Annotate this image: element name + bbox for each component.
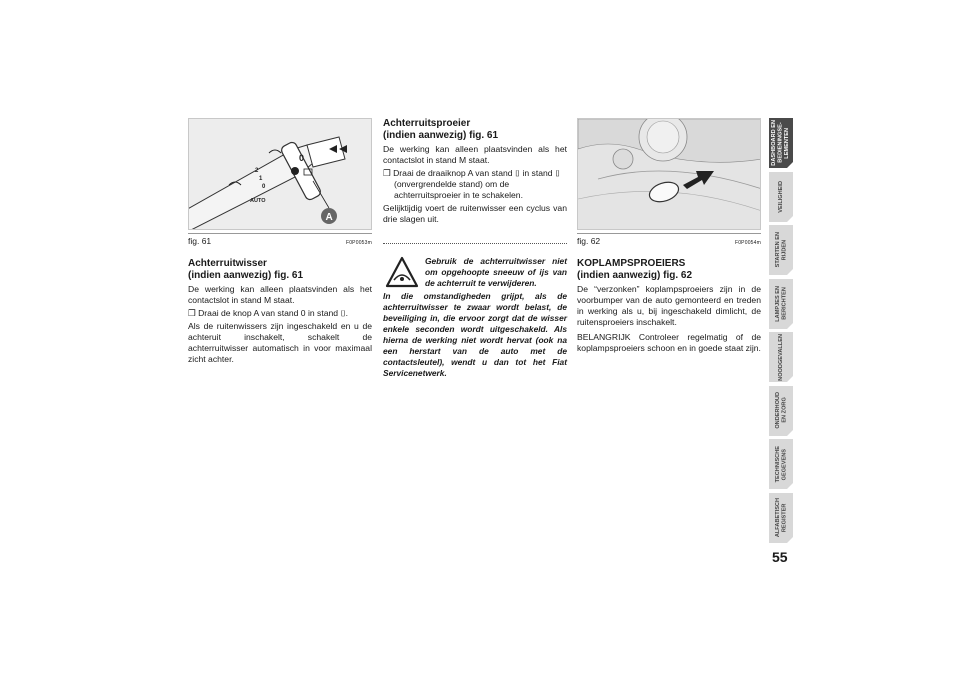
figure-62-caption [577, 233, 761, 246]
heading-line: Achterruitsproeier [383, 118, 471, 129]
column-right [577, 118, 761, 354]
svg-text:0: 0 [262, 184, 266, 190]
tab-emergencies[interactable] [769, 332, 793, 382]
figure-label: fig. 62 [577, 236, 601, 246]
tab-label: STARTEN EN RIJDEN [774, 232, 787, 268]
figure-code: F0P0053m [345, 240, 372, 246]
heading-line: Achterruitwisser [188, 258, 267, 269]
section-heading-headlamp-washers [577, 258, 761, 282]
heading-line: KOPLAMPSPROEIERS [577, 258, 686, 269]
figure-61-caption [188, 233, 372, 246]
warning-box [383, 243, 567, 379]
warning-body-text: In die omstandigheden grijpt, als de achterruitwisser te zwaar wordt belast, de beveiliging in, die ervoor zorgt dat de wisser enkele seconden wordt uitgeschakeld. Als hierna de werking niet wordt hervat (ook na een herstart van de auto met de contactsleutel), wendt u dan tot het Fiat Servicenetwerk. [383, 291, 567, 378]
tab-label: LAMPJES EN BERICHTEN [774, 285, 787, 322]
paragraph: De werking kan alleen plaatsvinden als het contactslot in stand M staat. [383, 144, 567, 165]
figure-code: F0P0054m [734, 240, 761, 246]
section-heading-rear-wiper [188, 258, 372, 282]
warning-lead-text: Gebruik de achterruitwisser niet om opgehoopte sneeuw of ijs van de achterruit te verwijderen. [425, 256, 567, 288]
figure-61-wiper-stalk [188, 118, 372, 230]
bullet-item: ❒ Draai de draaiknop A van stand ⌷ in stand ⌷ (onvergrendelde stand) om de achterruitsproeier in te schakelen. [383, 168, 561, 200]
bullet-item: ❒ Draai de knop A van stand 0 in stand ⌷. [188, 308, 349, 318]
paragraph: BELANGRIJK Controleer regelmatig of de koplampsproeiers schoon en in goede staat zijn. [577, 332, 761, 353]
tab-safety[interactable] [769, 172, 793, 222]
tab-label: TECHNISCHE GEGEVENS [774, 445, 787, 483]
position-zero-label: 0 [299, 153, 305, 163]
tab-label: ALFABETISCH REGISTER [774, 497, 787, 538]
figure-label: fig. 61 [188, 236, 212, 246]
column-left [188, 118, 372, 365]
tab-dashboard[interactable] [769, 118, 793, 168]
tab-label: NOODGEVALLEN [777, 333, 784, 381]
heading-line: (indien aanwezig) fig. 61 [188, 270, 304, 281]
tab-maintenance[interactable] [769, 386, 793, 436]
auto-label: AUTO [250, 198, 266, 204]
figure-62-headlamp-washer [577, 118, 761, 230]
callout-a-label: A [325, 212, 333, 223]
warning-triangle-icon [385, 256, 419, 288]
heading-line: (indien aanwezig) fig. 61 [383, 130, 499, 141]
tab-technical-data[interactable] [769, 439, 793, 489]
section-heading-rear-washer [383, 118, 567, 142]
position-one-label: 1 [259, 176, 263, 182]
tab-index[interactable] [769, 493, 793, 543]
tab-label: DASHBOARD EN BEDIENINGSE- LEMENTEN [771, 120, 791, 166]
tab-starting-driving[interactable] [769, 225, 793, 275]
tab-label: VEILIGHEID [777, 180, 784, 213]
heading-line: (indien aanwezig) fig. 62 [577, 270, 693, 281]
paragraph: Gelijktijdig voert de ruitenwisser een cyclus van drie slagen uit. [383, 203, 567, 224]
column-middle [383, 118, 567, 379]
headlamp-washer-illustration [578, 119, 761, 230]
tab-label: ONDERHOUD EN ZORG [774, 392, 787, 429]
paragraph: Als de ruitenwissers zijn ingeschakeld en u de achteruit inschakelt, schakelt de achterruitwisser automatisch in voor maximaal zicht achter. [188, 321, 372, 364]
page-number: 55 [772, 549, 788, 565]
paragraph: De “verzonken” koplampsproeiers zijn in de voorbumper van de auto gemonteerd en treden in werking als u, bij ingeschakeld dimlicht, de ruitensproeiers inschakelt. [577, 284, 761, 327]
section-tabs [769, 118, 793, 546]
position-two-label: 2 [255, 168, 259, 174]
tab-warning-lights[interactable] [769, 279, 793, 329]
wiper-stalk-illustration [189, 119, 372, 230]
paragraph: De werking kan alleen plaatsvinden als het contactslot in stand M staat. [188, 284, 372, 305]
